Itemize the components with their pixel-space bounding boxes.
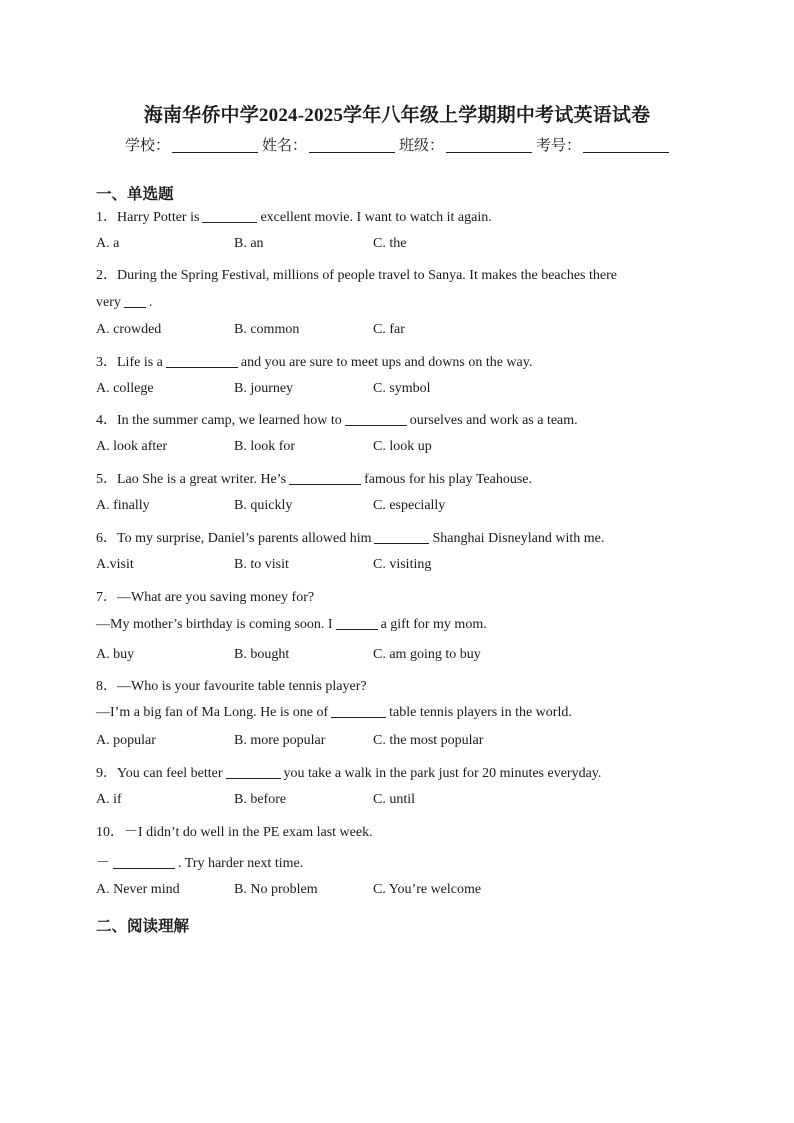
question-4 xyxy=(96,409,578,429)
option-b[interactable]: B. quickly xyxy=(234,498,293,513)
option-a[interactable]: A. popular xyxy=(96,733,156,748)
student-info-line xyxy=(0,134,794,155)
number-blank[interactable] xyxy=(583,137,669,153)
question-text: 10．－I didn’t do well in the PE exam last week. xyxy=(96,825,373,840)
option-a[interactable]: A. finally xyxy=(96,498,150,513)
name-blank[interactable] xyxy=(309,137,395,153)
section-heading-reading: 二、阅读理解 xyxy=(96,918,190,935)
answer-blank xyxy=(226,766,281,779)
question-text: 1．Harry Potter is xyxy=(96,210,200,225)
option-a[interactable]: A. a xyxy=(96,236,120,251)
school-blank[interactable] xyxy=(172,137,258,153)
option-a[interactable]: A. look after xyxy=(96,439,168,454)
page-title: 海南华侨中学2024-2025学年八年级上学期期中考试英语试卷 xyxy=(143,105,651,126)
section-heading-single-choice: 一、单选题 xyxy=(96,186,174,203)
option-b[interactable]: B. common xyxy=(234,322,300,337)
class-blank[interactable] xyxy=(446,137,532,153)
question-text: 7．—What are you saving money for? xyxy=(96,590,315,605)
option-c[interactable]: C. the most popular xyxy=(373,733,484,748)
answer-blank xyxy=(336,617,378,630)
option-a[interactable]: A. if xyxy=(96,792,122,807)
answer-blank xyxy=(166,355,238,368)
question-text: very xyxy=(96,295,121,310)
number-label: 考号： xyxy=(536,138,582,154)
answer-blank xyxy=(331,705,386,718)
option-b[interactable]: B. to visit xyxy=(234,557,289,572)
question-text: a gift for my mom. xyxy=(380,617,487,632)
question-1 xyxy=(96,206,492,226)
option-a[interactable]: A. college xyxy=(96,381,154,396)
question-text: 5．Lao She is a great writer. He’s xyxy=(96,472,287,487)
question-10 xyxy=(96,821,373,841)
question-text: and you are sure to meet ups and downs on the way. xyxy=(240,355,533,370)
option-c[interactable]: C. look up xyxy=(373,439,432,454)
question-text: excellent movie. I want to watch it again. xyxy=(260,210,492,225)
question-text: － xyxy=(96,856,110,871)
option-a[interactable]: A.visit xyxy=(96,557,134,572)
option-c[interactable]: C. am going to buy xyxy=(373,647,481,662)
question-5 xyxy=(96,468,532,488)
question-10-cont xyxy=(96,852,303,872)
question-text: . Try harder next time. xyxy=(178,856,304,871)
option-b[interactable]: B. before xyxy=(234,792,287,807)
question-3 xyxy=(96,351,532,371)
question-text: Shanghai Disneyland with me. xyxy=(432,531,605,546)
option-b[interactable]: B. No problem xyxy=(234,882,318,897)
option-c[interactable]: C. symbol xyxy=(373,381,431,396)
option-b[interactable]: B. bought xyxy=(234,647,290,662)
question-text: —My mother’s birthday is coming soon. I xyxy=(96,617,333,632)
option-c[interactable]: C. You’re welcome xyxy=(373,882,482,897)
option-b[interactable]: B. an xyxy=(234,236,264,251)
option-a[interactable]: A. Never mind xyxy=(96,882,180,897)
answer-blank xyxy=(124,295,146,308)
answer-blank xyxy=(202,210,257,223)
answer-blank xyxy=(374,531,429,544)
option-b[interactable]: B. more popular xyxy=(234,733,326,748)
option-c[interactable]: C. especially xyxy=(373,498,446,513)
question-9 xyxy=(96,762,601,782)
question-8-cont xyxy=(96,705,572,721)
question-2 xyxy=(96,264,617,284)
name-label: 姓名： xyxy=(261,138,307,154)
option-c[interactable]: C. until xyxy=(373,792,416,807)
question-text: 2．During the Spring Festival, millions of people travel to Sanya. It makes the beaches there xyxy=(96,268,617,283)
question-text: —I’m a big fan of Ma Long. He is one of xyxy=(96,705,329,720)
question-text: you take a walk in the park just for 20 minutes everyday. xyxy=(283,766,602,781)
option-c[interactable]: C. visiting xyxy=(373,557,432,572)
option-c[interactable]: C. the xyxy=(373,236,407,251)
question-2-cont xyxy=(96,295,152,311)
school-label: 学校： xyxy=(124,138,170,154)
question-text: table tennis players in the world. xyxy=(389,705,572,720)
option-a[interactable]: A. crowded xyxy=(96,322,162,337)
question-7 xyxy=(96,586,314,606)
option-b[interactable]: B. look for xyxy=(234,439,296,454)
question-text: 6．To my surprise, Daniel’s parents allowed him xyxy=(96,531,372,546)
question-text: 3．Life is a xyxy=(96,355,163,370)
question-text: famous for his play Teahouse. xyxy=(364,472,533,487)
question-text: ourselves and work as a team. xyxy=(409,413,578,428)
answer-blank xyxy=(345,413,407,426)
question-text: 8．—Who is your favourite table tennis player? xyxy=(96,679,367,694)
answer-blank xyxy=(289,472,361,485)
question-text: . xyxy=(148,295,153,310)
answer-blank xyxy=(113,856,175,869)
option-b[interactable]: B. journey xyxy=(234,381,294,396)
question-text: 4．In the summer camp, we learned how to xyxy=(96,413,342,428)
question-8 xyxy=(96,675,367,695)
option-a[interactable]: A. buy xyxy=(96,647,135,662)
option-c[interactable]: C. far xyxy=(373,322,405,337)
question-text: 9．You can feel better xyxy=(96,766,223,781)
question-6 xyxy=(96,527,604,547)
class-label: 班级： xyxy=(399,138,445,154)
question-7-cont xyxy=(96,617,487,633)
